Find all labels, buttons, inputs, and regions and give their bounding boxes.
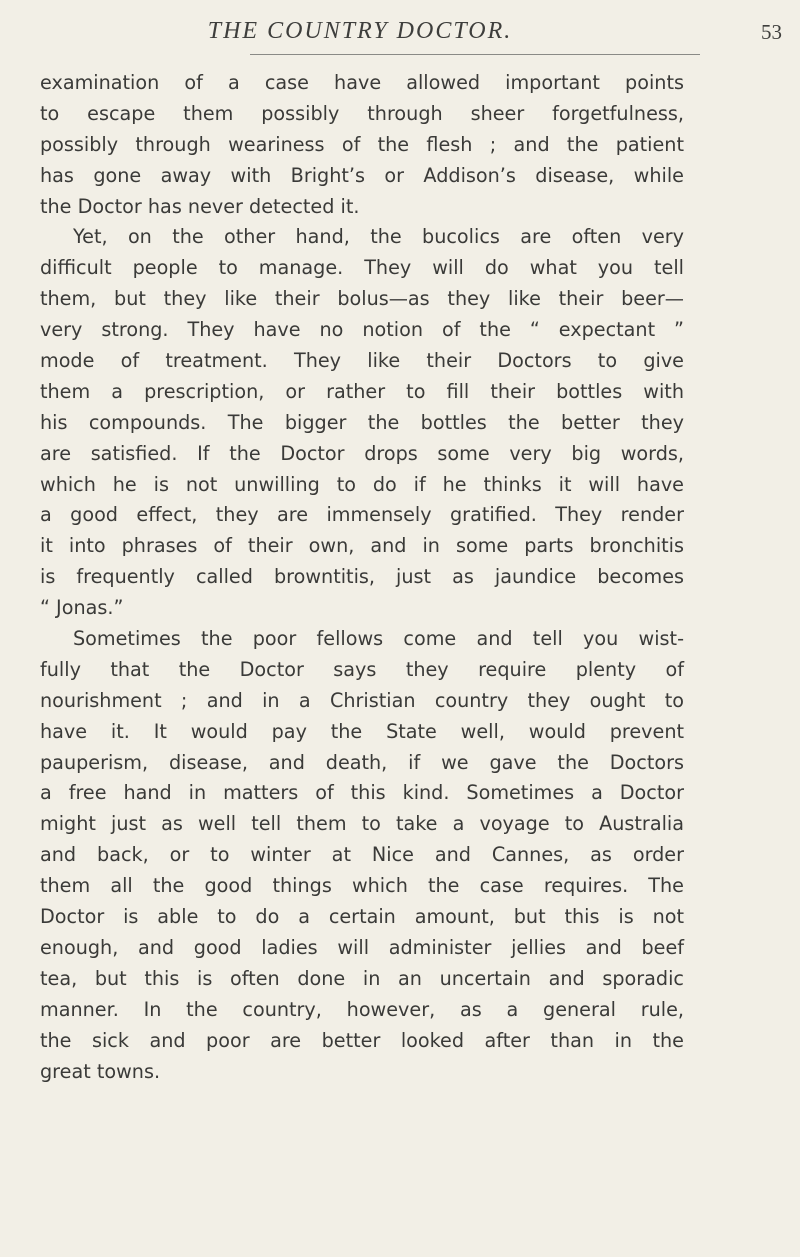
text-line: a good effect, they are immensely gratified. They render (40, 503, 684, 527)
text-line: to escape them possibly through sheer forgetfulness, (40, 101, 684, 125)
text-line: Sometimes the poor fellows come and tell you wist- (73, 627, 684, 651)
text-line: are satisfied. If the Doctor drops some very big words, (40, 441, 684, 465)
header-rule (250, 54, 700, 55)
text-line: very strong. They have no notion of the “ expectant ” (40, 318, 684, 342)
text-line: them all the good things which the case requires. The (40, 874, 684, 898)
text-line: examination of a case have allowed important points (40, 71, 684, 94)
text-line: manner. In the country, however, as a general rule, (40, 997, 684, 1021)
running-head (0, 14, 800, 48)
text-line: the sick and poor are better looked after than in the (40, 1028, 684, 1052)
text-line: it into phrases of their own, and in some parts bronchitis (40, 534, 684, 558)
text-line: them a prescription, or rather to fill their bottles with (40, 379, 684, 403)
text-line: Doctor is able to do a certain amount, but this is not (40, 905, 684, 929)
text-line: and back, or to winter at Nice and Cannes, as order (40, 843, 684, 867)
text-line: tea, but this is often done in an uncertain and sporadic (40, 966, 684, 990)
text-line: mode of treatment. They like their Doctors to give (40, 349, 684, 373)
text-line: pauperism, disease, and death, if we gave the Doctors (40, 750, 684, 774)
running-title: THE COUNTRY DOCTOR. (207, 18, 513, 44)
text-line: the Doctor has never detected it. (40, 194, 360, 218)
text-line: great towns. (40, 1059, 161, 1083)
text-line: which he is not unwilling to do if he thinks it will have (40, 472, 684, 496)
text-line: has gone away with Bright’s or Addison’s disease, while (40, 163, 684, 187)
text-line: might just as well tell them to take a voyage to Australia (40, 812, 684, 836)
body-text (40, 68, 684, 1087)
text-line: “ Jonas.” (40, 596, 124, 620)
text-line: his compounds. The bigger the bottles the better they (40, 410, 684, 434)
text-line: Yet, on the other hand, the bucolics are often very (73, 225, 684, 249)
text-line: fully that the Doctor says they require plenty of (40, 657, 684, 681)
text-line: is frequently called browntitis, just as jaundice becomes (40, 565, 684, 589)
text-line: a free hand in matters of this kind. Sometimes a Doctor (40, 781, 684, 805)
text-line: have it. It would pay the State well, would prevent (40, 719, 684, 743)
text-line: possibly through weariness of the flesh ; and the patient (40, 132, 684, 156)
text-line: enough, and good ladies will administer jellies and beef (40, 935, 684, 959)
text-line: them, but they like their bolus—as they like their beer— (40, 287, 684, 311)
text-line: difficult people to manage. They will do what you tell (40, 256, 684, 280)
text-line: nourishment ; and in a Christian country they ought to (40, 688, 684, 712)
page-number: 53 (761, 20, 782, 44)
